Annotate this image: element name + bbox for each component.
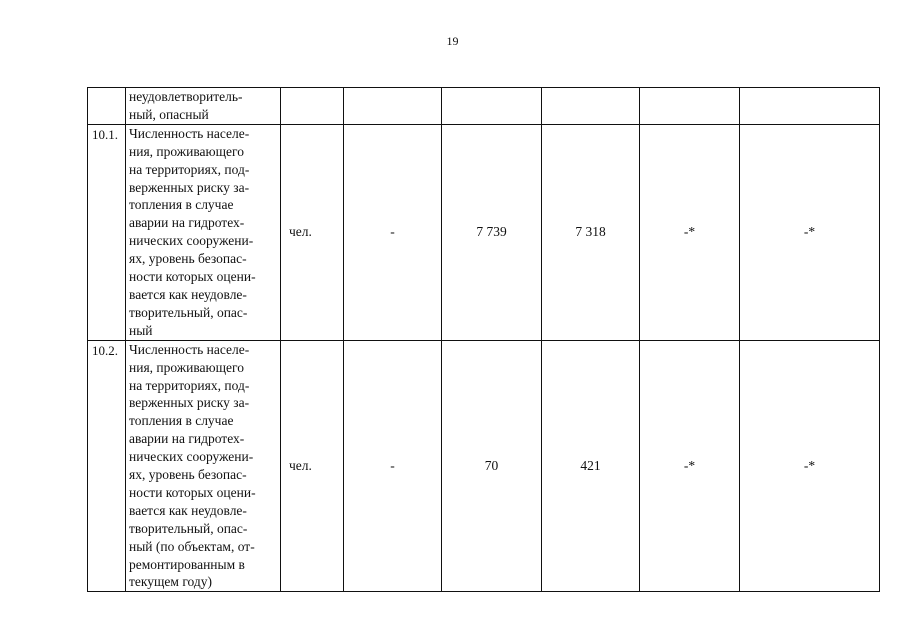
indicator-name-line: ях, уровень безопас- bbox=[129, 251, 247, 267]
table-row bbox=[88, 340, 880, 592]
indicator-name-line: ный, опасный bbox=[129, 106, 209, 122]
indicator-table bbox=[87, 87, 880, 592]
indicator-name-cell bbox=[126, 88, 281, 125]
indicator-name-line: нических сооружени- bbox=[129, 233, 254, 249]
value-cell: 7 739 bbox=[442, 124, 542, 340]
indicator-name-line: ремонтированным в bbox=[129, 556, 245, 572]
indicator-name-line: аварии на гидротех- bbox=[129, 431, 245, 447]
row-number-cell: 10.1. bbox=[88, 124, 126, 340]
value-cell: - bbox=[344, 340, 442, 592]
indicator-name-line: ния, проживающего bbox=[129, 359, 244, 375]
indicator-name-line: неудовлетворитель- bbox=[129, 89, 243, 104]
indicator-name-line: ния, проживающего bbox=[129, 143, 244, 159]
indicator-name-line: топления в случае bbox=[129, 413, 234, 429]
unit-cell: чел. bbox=[281, 124, 344, 340]
value-cell bbox=[542, 88, 640, 125]
indicator-name-line: на территориях, под- bbox=[129, 161, 250, 177]
value-cell: -* bbox=[640, 124, 740, 340]
value-cell: 7 318 bbox=[542, 124, 640, 340]
value-cell bbox=[344, 88, 442, 125]
indicator-name-line: ности которых оцени- bbox=[129, 484, 256, 500]
indicator-name-line: текущем году) bbox=[129, 574, 212, 590]
indicator-name-cell bbox=[126, 124, 281, 340]
indicator-name-line: вается как неудовле- bbox=[129, 286, 247, 302]
indicator-name-line: Численность населе- bbox=[129, 341, 250, 357]
value-cell bbox=[442, 88, 542, 125]
row-number-cell: 10.2. bbox=[88, 340, 126, 592]
indicator-name-line: верженных риску за- bbox=[129, 179, 250, 195]
value-cell: -* bbox=[640, 340, 740, 592]
indicator-name-line: аварии на гидротех- bbox=[129, 215, 245, 231]
indicator-name-line: ности которых оцени- bbox=[129, 269, 256, 285]
unit-cell: чел. bbox=[281, 340, 344, 592]
value-cell: 421 bbox=[542, 340, 640, 592]
indicator-name-line: на территориях, под- bbox=[129, 377, 250, 393]
indicator-name-line: верженных риску за- bbox=[129, 395, 250, 411]
indicator-name-line: нических сооружени- bbox=[129, 449, 254, 465]
indicator-name-line: топления в случае bbox=[129, 197, 234, 213]
indicator-name-line: ях, уровень безопас- bbox=[129, 467, 247, 483]
indicator-name-line: ный bbox=[129, 322, 153, 338]
indicator-name-line: Численность населе- bbox=[129, 125, 250, 141]
indicator-name-line: творительный, опас- bbox=[129, 304, 248, 320]
indicator-name-line: творительный, опас- bbox=[129, 520, 248, 536]
value-cell bbox=[640, 88, 740, 125]
indicator-name-line: вается как неудовле- bbox=[129, 502, 247, 518]
indicator-name-cell bbox=[126, 340, 281, 592]
table-row bbox=[88, 124, 880, 340]
value-cell: 70 bbox=[442, 340, 542, 592]
page-number: 19 bbox=[446, 34, 459, 48]
row-number-cell bbox=[88, 88, 126, 125]
value-cell: -* bbox=[740, 340, 880, 592]
unit-cell bbox=[281, 88, 344, 125]
value-cell: -* bbox=[740, 124, 880, 340]
table-row-continuation bbox=[88, 88, 880, 125]
value-cell bbox=[740, 88, 880, 125]
indicator-name-line: ный (по объектам, от- bbox=[129, 538, 255, 554]
value-cell: - bbox=[344, 124, 442, 340]
